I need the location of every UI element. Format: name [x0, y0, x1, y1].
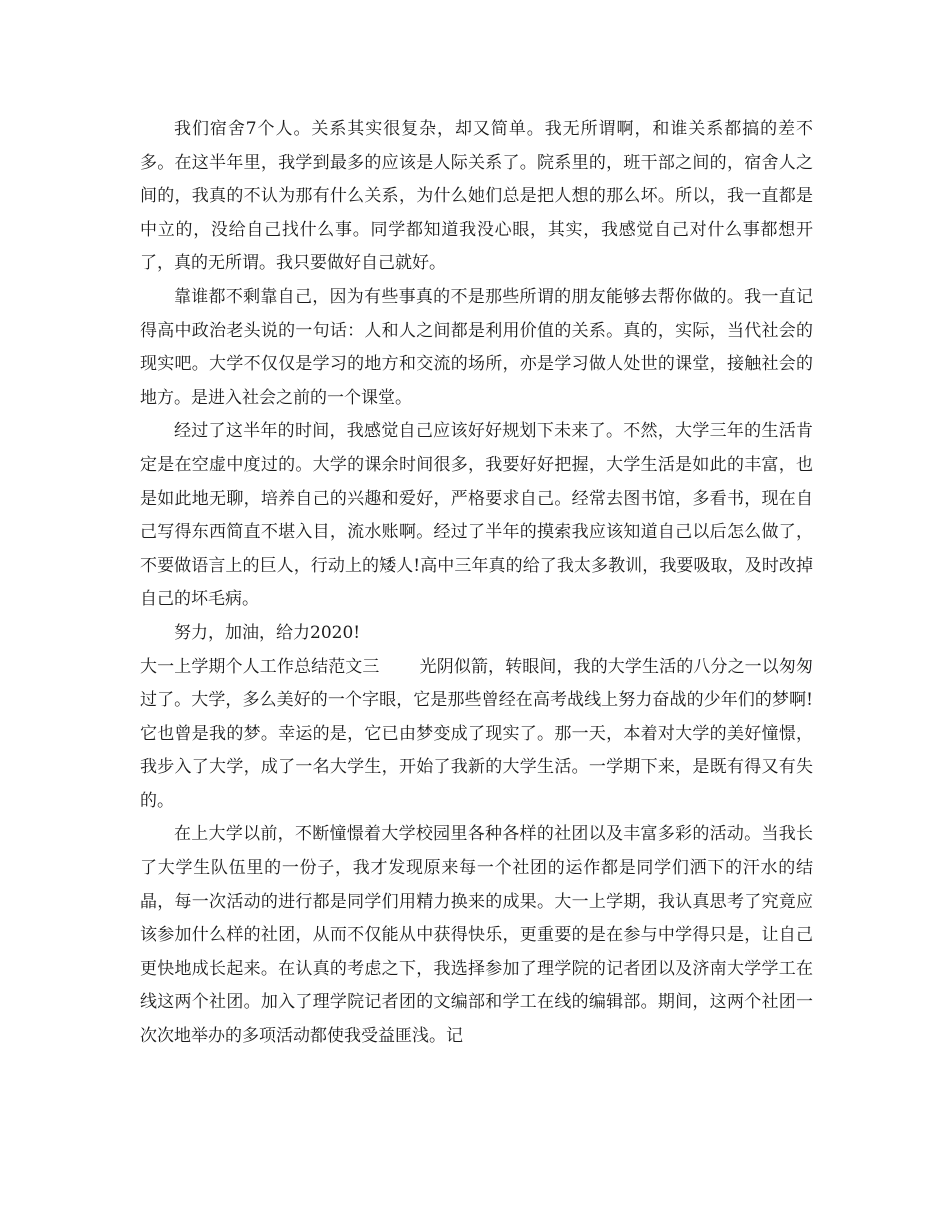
paragraph-clubs: 在上大学以前，不断憧憬着大学校园里各种各样的社团以及丰富多彩的活动。当我长了大学生队伍里的一份子，我才发现原来每一个社团的运作都是同学们洒下的汗水的结晶，每一次活动的进行都是同学们用精力换来的成果。大一上学期，我认真思考了究竟应该参加什么样的社团，从而不仅能从中获得快乐，更重要的是在参与中学得只是，让自己更快地成长起来。在认真的考虑之下，我选择参加了理学院的记者团以及济南大学学工在线这两个社团。加入了理学院记者团的文编部和学工在线的编辑部。期间，这两个社团一次次地举办的多项活动都使我受益匪浅。记: [140, 824, 813, 1047]
document-page: [140, 113, 813, 1054]
paragraph-section-three: [140, 651, 813, 819]
paragraph-self-reliance: 靠谁都不剩靠自己，因为有些事真的不是那些所谓的朋友能够去帮你做的。我一直记得高中政治老头说的一句话：人和人之间都是利用价值的关系。真的，实际，当代社会的现实吧。大学不仅仅是学习的地方和交流的场所，亦是学习做人处世的课堂，接触社会的地方。是进入社会之前的一个课堂。: [140, 286, 813, 408]
paragraph-dormitory: 我们宿舍7个人。关系其实很复杂，却又简单。我无所谓啊，和谁关系都搞的差不多。在这半年里，我学到最多的应该是人际关系了。院系里的，班干部之间的，宿舍人之间的，我真的不认为那有什么关系，为什么她们总是把人想的那么坏。所以，我一直都是中立的，没给自己找什么事。同学都知道我没心眼，其实，我感觉自己对什么事都想开了，真的无所谓。我只要做好自己就好。: [140, 119, 813, 274]
paragraph-slogan: 努力，加油，给力2020!: [174, 622, 361, 643]
section-first-text: 光阴似箭，转眼间，我的大学生活的八分之一以匆匆过了。大学，多么美好的一个字眼，它是那些曾经在高考战线上努力奋战的少年们的梦啊!它也曾是我的梦。幸运的是，它已由梦变成了现实了。那一天，本着对大学的美好憧憬，我步入了大学，成了一名大学生，开始了我新的大学生活。一学期下来，是既有得又有失的。: [140, 656, 814, 811]
paragraph-planning: 经过了这半年的时间，我感觉自己应该好好规划下未来了。不然，大学三年的生活肯定是在空虚中度过的。大学的课余时间很多，我要好好把握，大学生活是如此的丰富，也是如此地无聊，培养自己的兴趣和爱好，严格要求自己。经常去图书馆，多看书，现在自己写得东西简直不堪入目，流水账啊。经过了半年的摸索我应该知道自己以后怎么做了，不要做语言上的巨人，行动上的矮人!高中三年真的给了我太多教训，我要吸取，及时改掉自己的坏毛病。: [140, 421, 813, 610]
section-title: 大一上学期个人工作总结范文三: [140, 656, 380, 677]
